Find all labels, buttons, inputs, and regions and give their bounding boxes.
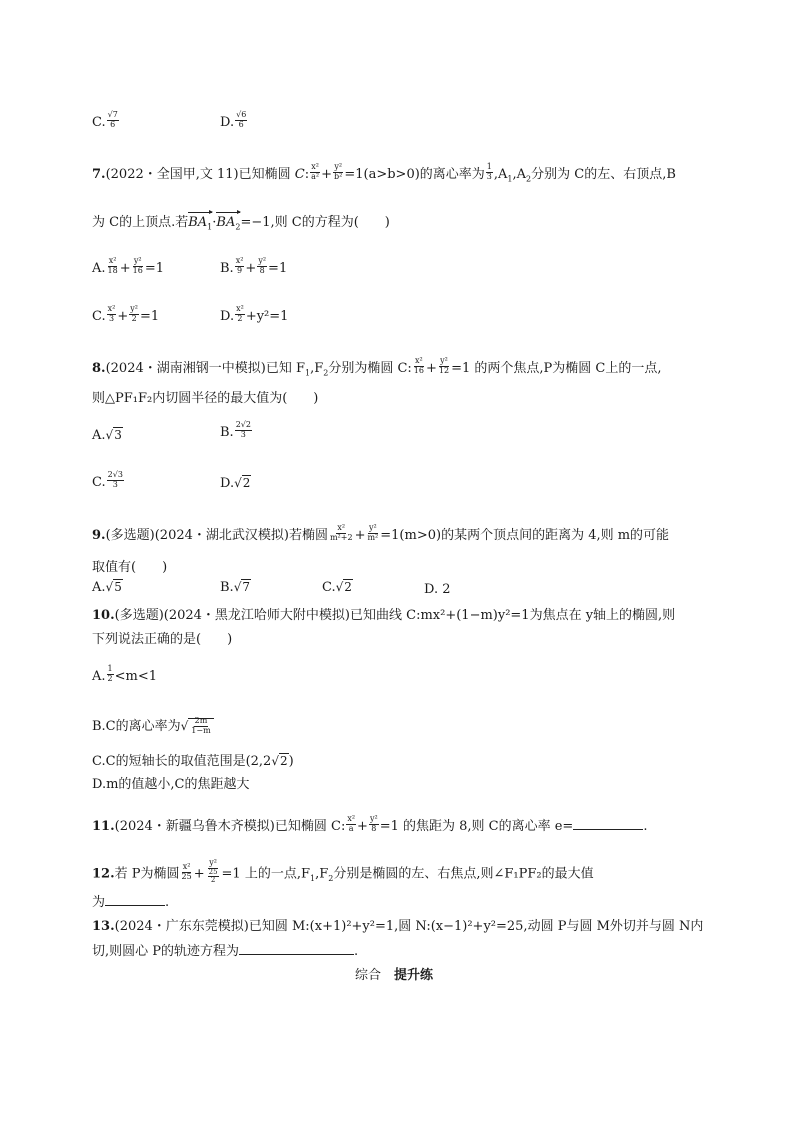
q13-stem-line2: 切,则圆心 P的轨迹方程为 .	[92, 944, 359, 959]
q7-option-c[interactable]: C. $\frac{\text{x²}}{3}$ + $\frac{\text{y²}}{2}$ =1	[92, 304, 160, 324]
q13-answer-blank[interactable]	[239, 942, 354, 955]
q9-option-c[interactable]: C.√2	[322, 580, 352, 595]
q13-stem-line1: 13.(2024・广东东莞模拟)已知圆 M:(x+1)²+y²=1,圆 N:(x−1)²+y²=25,动圆 P与圆 M外切并与圆 N内	[92, 919, 704, 934]
q7-option-b[interactable]: B. $\frac{\text{x²}}{9}$ + $\frac{\text{y²}}{8}$ =1	[220, 256, 288, 276]
section-title: 综合 提升练	[355, 968, 434, 983]
q10-stem-line2: 下列说法正确的是( )	[92, 632, 233, 647]
q12-stem-line1: 12.若 P为椭圆 $\frac{\text{x²}}{25}$ + $\frac{\text{y²}}{\frac{25}{2}}$ =1 上的一点$,F_1,F_2$分别是椭圆的左、右焦点,则∠F₁PF₂的最大值	[92, 858, 594, 885]
q6-option-c[interactable]: C. $\frac{√7}{6}$	[92, 110, 118, 130]
q9-option-b[interactable]: B.√7	[220, 580, 250, 595]
q10-option-a[interactable]: A. $\frac{1}{2}$ <m<1	[92, 664, 158, 684]
q11-answer-blank[interactable]	[573, 817, 643, 830]
q9-stem-line1: 9.(多选题)(2024・湖北武汉模拟)若椭圆 $\frac{\text{x²}}{\text{m²+2}}$ + $\frac{\text{y²}}{\text{m²}}$ =1(m>0)的某两个顶点间的距离为 4,则 m的可能	[92, 523, 670, 543]
q8-option-c[interactable]: C. $\frac{2√3}{3}$	[92, 470, 123, 490]
q11-stem: 11.(2024・新疆乌鲁木齐模拟)已知椭圆 C: $\frac{\text{x²}}{a}$ + $\frac{\text{y²}}{8}$ =1 的焦距为 8,则 C的离心率 e= .	[92, 814, 648, 834]
q10-stem-line1: 10.(多选题)(2024・黑龙江哈师大附中模拟)已知曲线 C:mx²+(1−m)y²=1为焦点在 y轴上的椭圆,则	[92, 608, 676, 623]
q10-option-c[interactable]: C.C的短轴长的取值范围是(2,2√2)	[92, 754, 294, 769]
q6-option-d[interactable]: D. $\frac{√6}{6}$	[220, 110, 247, 130]
q10-option-b[interactable]: B.C的离心率为√ $\frac{2m}{1-m}$	[92, 715, 214, 736]
q9-option-a[interactable]: A.√5	[92, 580, 122, 595]
q8-option-b[interactable]: B. $\frac{2√2}{3}$	[220, 420, 251, 440]
q12-stem-line2: 为 .	[92, 895, 170, 910]
q12-answer-blank[interactable]	[105, 893, 165, 906]
q7-option-a[interactable]: A. $\frac{\text{x²}}{18}$ + $\frac{\text{y²}}{16}$ =1	[92, 256, 164, 276]
q8-stem-line2: 则△PF₁F₂内切圆半径的最大值为( )	[92, 391, 319, 406]
q8-stem-line1: 8.(2024・湖南湘钢一中模拟)已知 $F_1,F_2$分别为椭圆 C: $\frac{\text{x²}}{16}$ + $\frac{\text{y²}}{12}$ =1 的两个焦点,P为椭圆 C上的一点,	[92, 356, 662, 378]
q9-option-d[interactable]: D. 2	[424, 582, 451, 597]
q9-stem-line2: 取值有( )	[92, 560, 168, 575]
q7-stem-line1: 7.(2022・全国甲,文 11)已知椭圆 C: $\frac{\text{x²}}{\text{a²}}$ + $\frac{\text{y²}}{\text{b²}}$ =1(a>b>0)的离心率为 $\frac{1}{3}$ $,A_1,A_2$分别为 C的左、右顶点,B	[92, 162, 676, 184]
q7-option-d[interactable]: D. $\frac{\text{x²}}{2}$ +y²=1	[220, 304, 289, 324]
q7-stem-line2: 为 C的上顶点.若$BA_1\cdot BA_2=-1$,则 C的方程为( )	[92, 215, 390, 232]
q8-option-d[interactable]: D.√2	[220, 476, 251, 491]
q8-option-a[interactable]: A.√3	[92, 428, 122, 443]
q10-option-d[interactable]: D.m的值越小,C的焦距越大	[92, 777, 250, 792]
